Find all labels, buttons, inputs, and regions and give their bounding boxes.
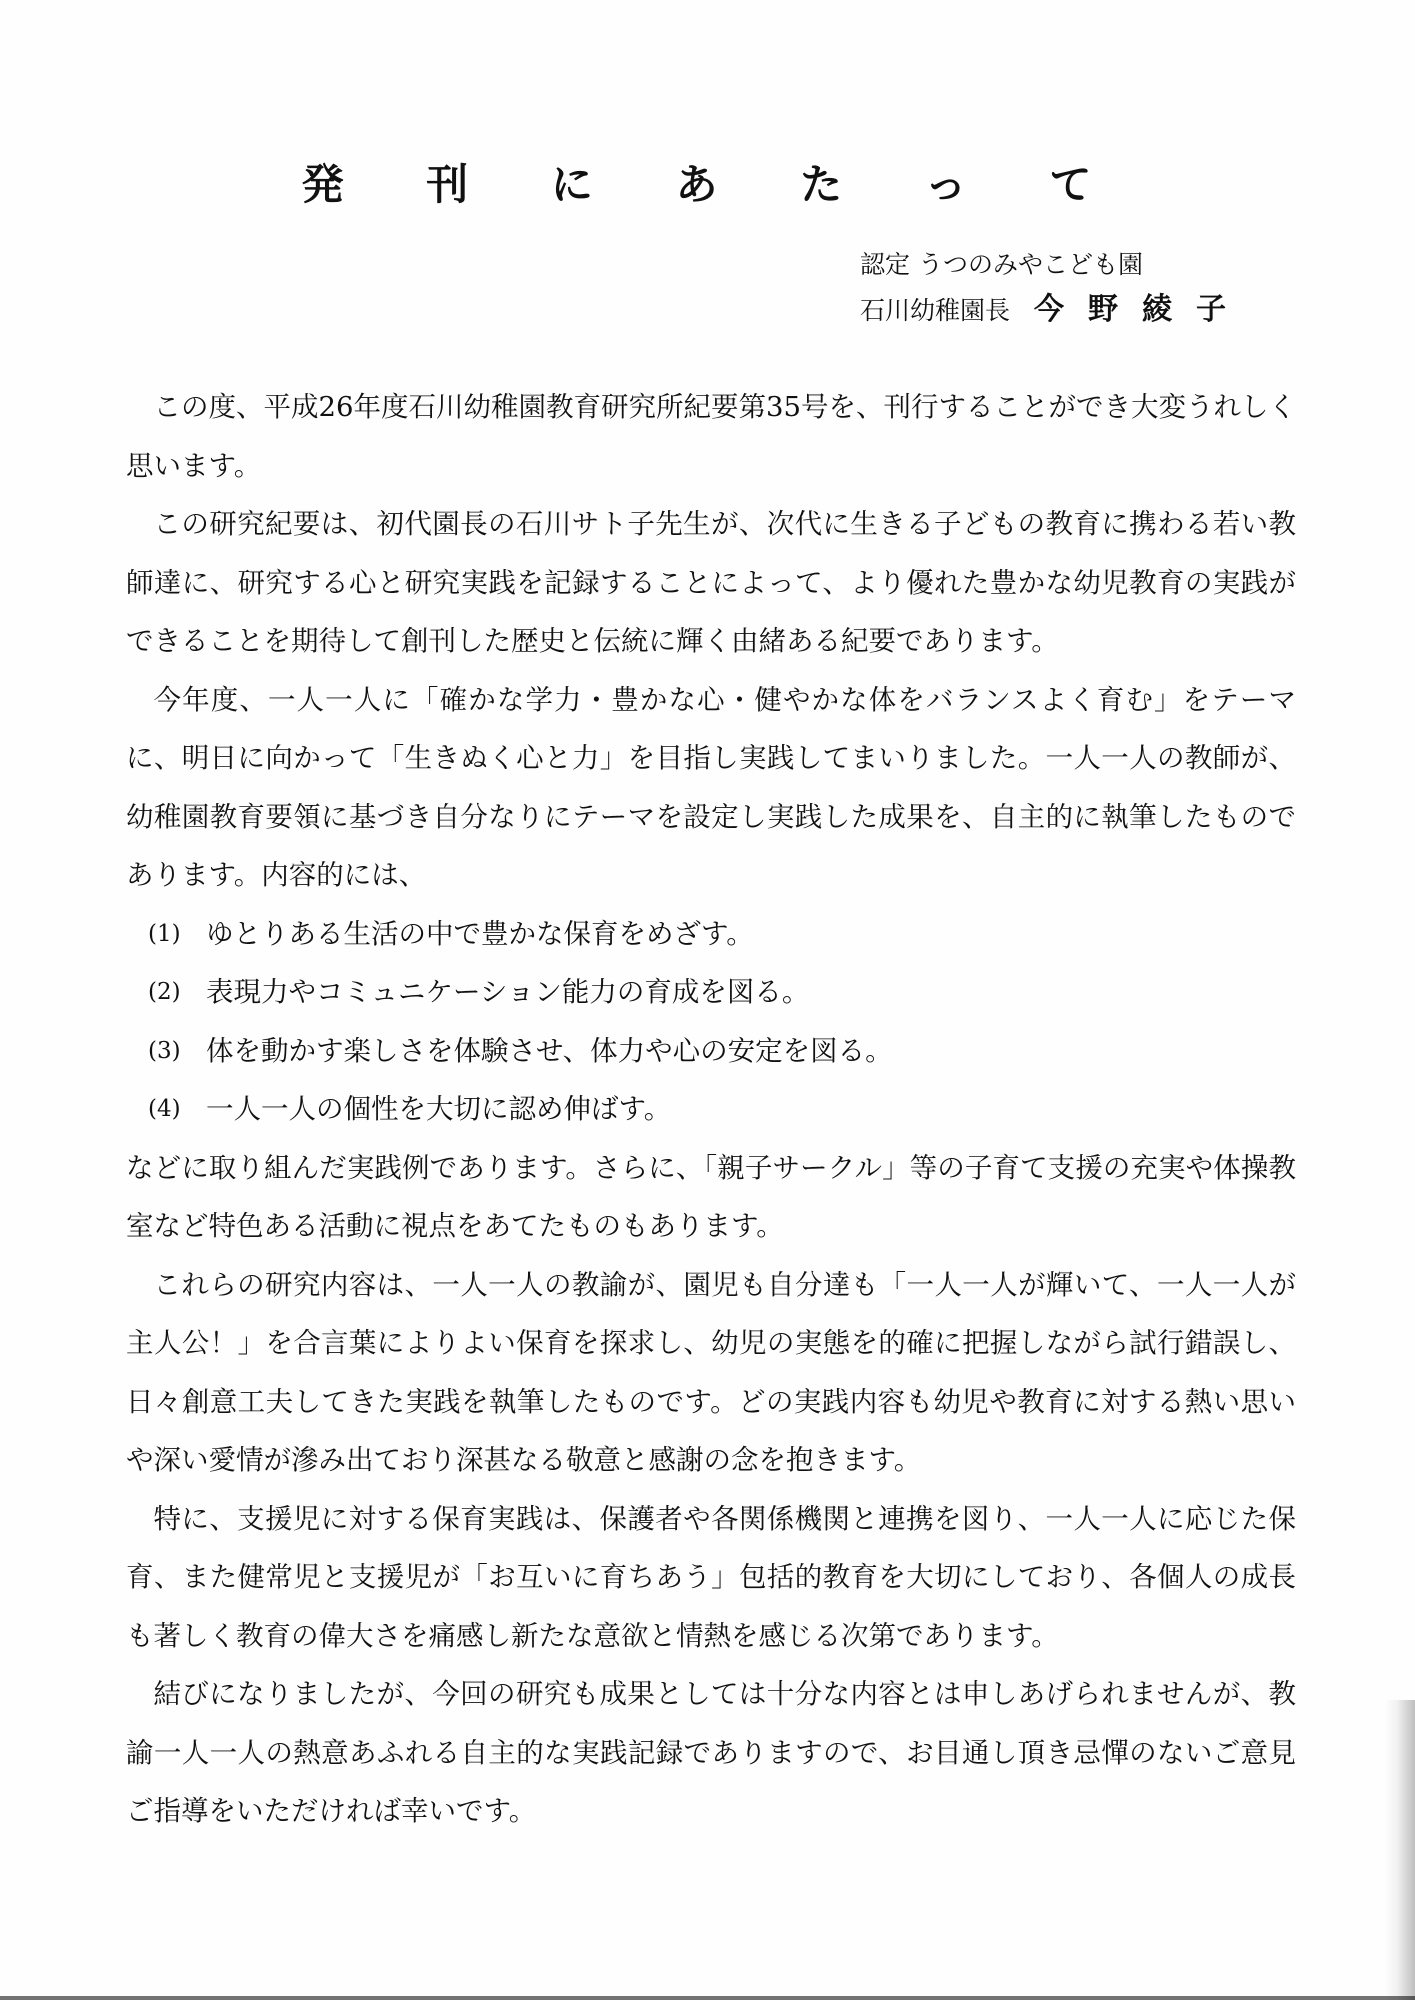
list-text: 一人一人の個性を大切に認め伸ばす。 <box>206 1093 672 1125</box>
paragraph: 今年度、一人一人に「確かな学力・豊かな心・健やかな体をバランスよく育む」をテーマに、明日に向かって「生きぬく心と力」を目指し実践してまいりました。一人一人の教師が、幼稚園教育要領に基づき自分なりにテーマを設定し実践した成果を、自主的に執筆したものであります。内容的には、 <box>126 683 1296 891</box>
paragraph: この研究紀要は、初代園長の石川サト子先生が、次代に生きる子どもの教育に携わる若い教師達に、研究する心と研究実践を記録することによって、より優れた豊かな幼児教育の実践ができることを期待して創刊した歴史と伝統に輝く由緒ある紀要であります。 <box>126 508 1296 657</box>
body-text <box>126 378 1296 1841</box>
paragraph: 特に、支援児に対する保育実践は、保護者や各関係機関と連携を図り、一人一人に応じた保育、また健常児と支援児が「お互いに育ちあう」包括的教育を大切にしており、各個人の成長も著しく教育の偉大さを痛感し新たな意欲と情熱を感じる次第であります。 <box>126 1502 1296 1652</box>
list-number: (4) <box>148 1096 181 1122</box>
list-item <box>126 905 1296 964</box>
scan-bottom-edge <box>0 1996 1415 2000</box>
author-organization: 認定 うつのみやこども園 <box>860 250 1143 279</box>
list-item <box>126 963 1296 1022</box>
page-title: 発 刊 に あ た っ て <box>301 160 1126 209</box>
list-number: (3) <box>148 1037 181 1064</box>
list-text: 体を動かす楽しさを体験させ、体力や心の安定を図る。 <box>206 1034 893 1067</box>
list-item <box>126 1022 1296 1081</box>
list-text: ゆとりある生活の中で豊かな保育をめざす。 <box>206 917 754 950</box>
author-position: 石川幼稚園長 <box>860 296 1011 325</box>
paragraph: 結びになりましたが、今回の研究も成果としては十分な内容とは申しあげられませんが、教諭一人一人の熱意あふれる自主的な実践記録でありますので、お目通し頂き忌憚のないご意見ご指導をいただければ幸いです。 <box>126 1678 1296 1827</box>
paragraph: などに取り組んだ実践例であります。さらに、「親子サークル」等の子育て支援の充実や体操教室など特色ある活動に視点をあてたものもあります。 <box>126 1151 1296 1242</box>
scan-edge-shadow <box>1385 1700 1415 2000</box>
paragraph: これらの研究内容は、一人一人の教諭が、園児も自分達も「一人一人が輝いて、一人一人が主人公！」を合言葉によりよい保育を探求し、幼児の実態を的確に把握しながら試行錯誤し、日々創意工夫してきた実践を執筆したものです。どの実践内容も幼児や教育に対する熱い思いや深い愛情が滲み出ており深甚なる敬意と感謝の念を抱きます。 <box>126 1268 1296 1476</box>
author-line <box>860 287 1250 333</box>
author-name: 今野綾子 <box>1034 292 1251 327</box>
list-number: (2) <box>148 979 181 1005</box>
list-text: 表現力やコミュニケーション能力の育成を図る。 <box>206 976 810 1008</box>
list-number: (1) <box>148 920 181 947</box>
content-list <box>126 905 1296 1139</box>
paragraph: この度、平成26年度石川幼稚園教育研究所紀要第35号を、刊行することができ大変うれしく思います。 <box>126 391 1296 482</box>
author-block <box>860 242 1250 333</box>
list-item <box>126 1080 1296 1139</box>
